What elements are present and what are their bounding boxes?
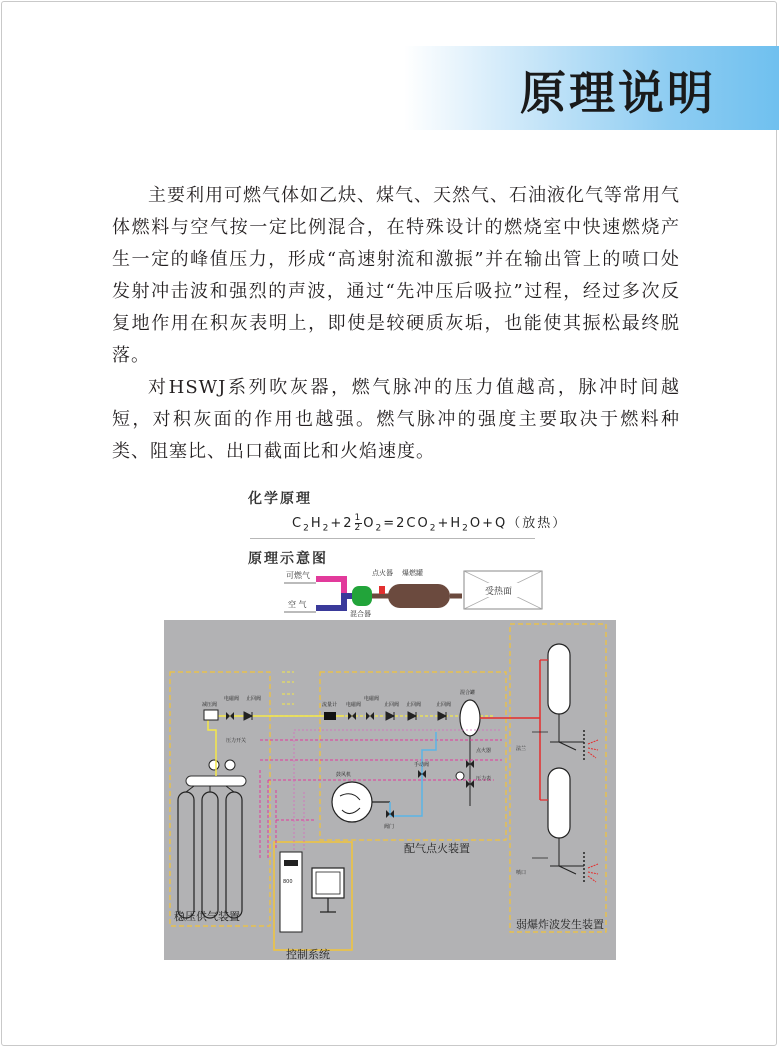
eq-equals: =: [383, 516, 397, 531]
lbl-valve-a: 阀门: [384, 824, 395, 830]
lbl-manual-valve: 手动阀: [414, 762, 430, 768]
igniter-shape: [379, 586, 385, 594]
cylinder-1: [178, 792, 194, 918]
cylinder-manifold-links: [186, 786, 234, 792]
solenoid-valve-2: [348, 712, 356, 720]
nozzle-spray-1: [588, 740, 598, 758]
check-valve-3: [408, 712, 416, 720]
eq-c2h2-c: C: [292, 516, 304, 531]
principle-schematic: [280, 566, 550, 618]
solenoid-valve-1: [226, 712, 234, 720]
check-valve-2: [386, 712, 394, 720]
lbl-mix-ignite: 配气点火装置: [404, 842, 470, 855]
lbl-check-valve1: 止回阀: [246, 696, 262, 702]
vessel-1-pipe: [550, 714, 584, 750]
gas-supply-box: [170, 672, 270, 926]
gauge-1: [209, 760, 219, 770]
eq-c2h2-h-sub: 2: [322, 523, 331, 534]
eq-c2h2-c-sub: 2: [303, 523, 311, 534]
lbl-fan: 鼓风机: [336, 772, 352, 778]
gauge-2: [225, 760, 235, 770]
eq-co2: 2CO: [396, 516, 430, 531]
eq-h2o-sub: 2: [462, 523, 470, 534]
body-paragraph-2: 对HSWJ系列吹灰器，燃气脉冲的压力值越高，脉冲时间越短，对积灰面的作用也越强。燃气脉冲的强度主要取决于燃料种类、阻塞比、出口截面比和火焰速度。: [112, 377, 680, 462]
eq-coef-whole: 2: [343, 516, 354, 531]
system-diagram: [164, 620, 616, 960]
label-fuel: 可燃气: [286, 571, 310, 580]
control-monitor: [312, 868, 344, 898]
air-pipe: [316, 596, 352, 608]
eq-plus-1: +: [330, 516, 344, 531]
eq-h2o-o: O: [469, 516, 483, 531]
signal-lines-2: [294, 730, 502, 850]
eq-plus-2: +: [437, 516, 451, 531]
lbl-flowmeter: 流量计: [322, 702, 338, 708]
lbl-nozzle: 喷口: [516, 870, 527, 876]
lbl-shock: 弱爆炸波发生装置: [516, 918, 604, 931]
eq-coef-fraction: [355, 514, 363, 533]
control-display: 800: [283, 879, 293, 885]
cylinder-3: [226, 792, 242, 918]
pressure-reducer: [204, 710, 218, 720]
eq-coef-den: 2: [354, 523, 363, 533]
manifold: [186, 776, 246, 786]
chemistry-heading: 化学原理: [248, 491, 312, 507]
lbl-igniter: 点火器: [476, 748, 492, 754]
check-valve-4: [438, 712, 446, 720]
label-igniter: 点火器: [372, 569, 393, 577]
eq-o-sub: 2: [375, 523, 384, 534]
vessel-2: [548, 768, 570, 838]
lbl-solenoid3: 电磁阀: [364, 696, 380, 702]
schematic-heading: 原理示意图: [248, 551, 328, 567]
mixing-tank: [460, 700, 480, 736]
lbl-check-valve3: 止回阀: [406, 702, 422, 708]
label-air: 空 气: [288, 600, 307, 609]
label-target: 受热面: [485, 587, 513, 597]
tank-shape: [388, 584, 450, 608]
eq-c2h2-h: H: [310, 516, 323, 531]
lbl-pressure-gauge: 压力表: [476, 776, 492, 782]
nozzle-spray-2: [588, 864, 598, 882]
lbl-solenoid2: 电磁阀: [346, 702, 362, 708]
control-monitor-stand: [320, 898, 336, 912]
lbl-solenoid1: 电磁阀: [224, 696, 240, 702]
solenoid-valve-3: [366, 712, 374, 720]
cylinder-2: [202, 792, 218, 918]
lbl-control: 控制系统: [286, 948, 330, 960]
lbl-check-valve2: 止回阀: [384, 702, 400, 708]
lbl-pressure-reducer: 减压阀: [202, 702, 218, 708]
vessel-1: [548, 644, 570, 714]
eq-o: O: [363, 516, 376, 531]
eq-tail: +Q（放热）: [482, 516, 568, 531]
eq-h2o-h: H: [450, 516, 463, 531]
lbl-mixing-tank: 混合罐: [460, 690, 476, 696]
vessel-feed-1: [540, 660, 548, 800]
vessel-2-pipe: [550, 838, 584, 874]
check-valve-1: [244, 712, 252, 720]
lbl-check-valve4: 止回阀: [436, 702, 452, 708]
equation-rule: [250, 538, 535, 539]
page-title: 原理说明: [520, 66, 716, 120]
tank-gauge: [456, 772, 464, 780]
body-paragraph-1: 主要利用可燃气体如乙炔、煤气、天然气、石油液化气等常用气体燃料与空气按一定比例混合，在特殊设计的燃烧室中快速燃烧产生一定的峰值压力，形成“高速射流和激振”并在输出管上的喷口处发射冲击波和强烈的声波，通过“先冲压后吸拉”过程，经过多次反复地作用在积灰表明上，即使是较硬质灰垢，也能使其振松最终脱落。: [112, 185, 680, 366]
label-tank: 爆燃罐: [402, 569, 423, 577]
lbl-flange: 法兰: [516, 746, 527, 752]
system-diagram-svg: [164, 620, 616, 960]
lbl-pressure-switch: 压力开关: [226, 738, 247, 744]
air-line: [390, 732, 436, 816]
fan-housing: [332, 782, 372, 822]
eq-coef-num: 1: [354, 513, 363, 523]
eq-co2-sub: 2: [429, 523, 438, 534]
chemical-equation: [292, 512, 567, 534]
label-mixer: 混合器: [350, 610, 371, 618]
flowmeter: [324, 712, 336, 720]
lbl-gas-supply: 稳压供气装置: [174, 910, 240, 923]
control-display-slot: [284, 860, 298, 866]
mixer-shape: [352, 586, 372, 606]
signal-stubs: [282, 672, 294, 704]
